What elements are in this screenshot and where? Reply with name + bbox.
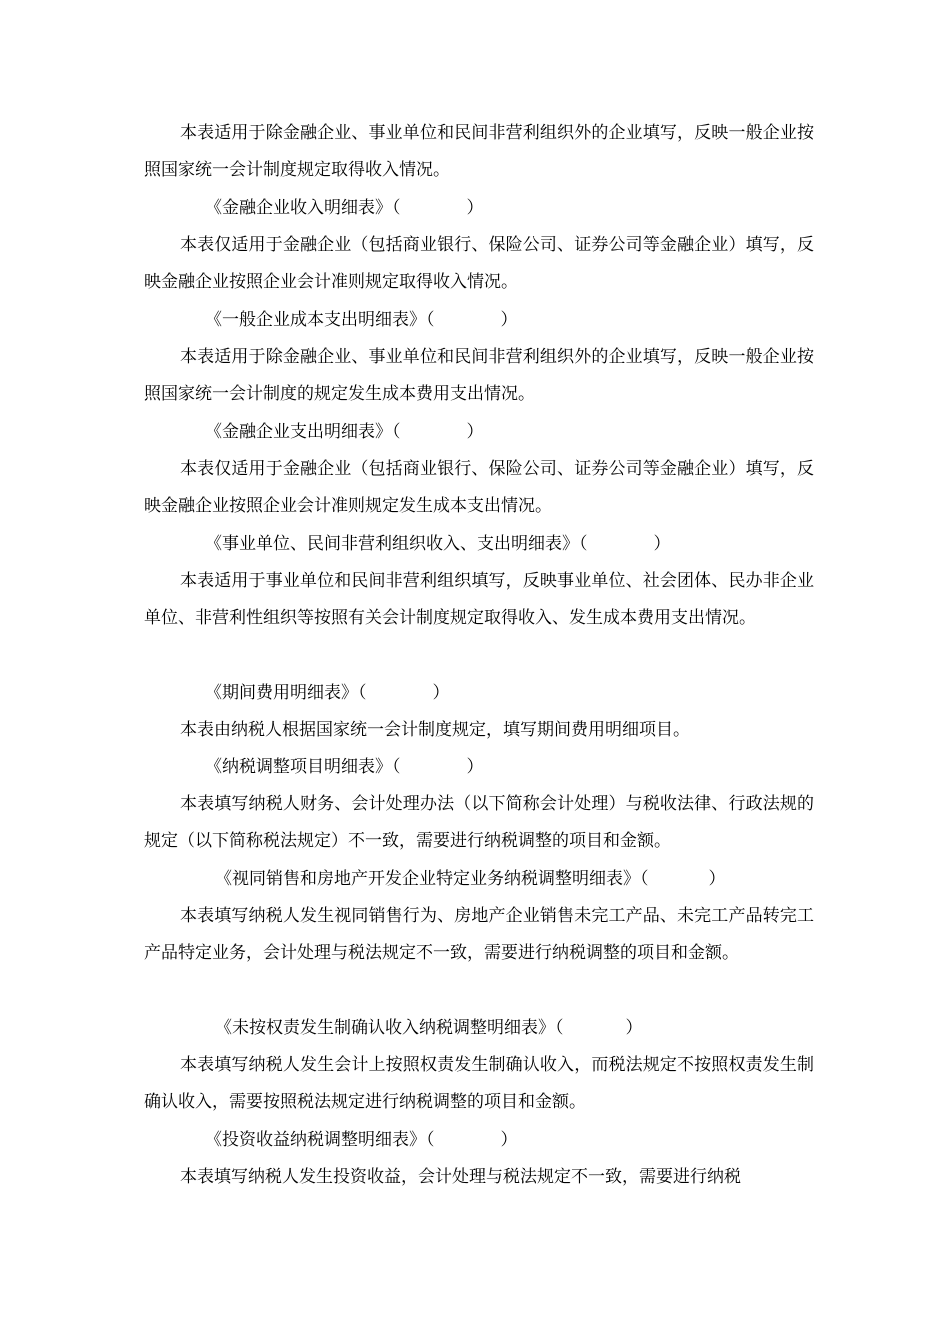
heading-text: 《一般企业成本支出明细表》（: [205, 310, 435, 330]
heading-close: ）: [466, 757, 484, 777]
paragraph-financial-expense: 本表仅适用于金融企业（包括商业银行、保险公司、证券公司等金融企业）填写，反映金融企业按照企业会计准则规定发生成本支出情况。: [144, 459, 814, 516]
heading-close: ）: [432, 683, 450, 703]
heading-close: ）: [466, 198, 484, 218]
heading-close: ）: [466, 422, 484, 442]
paragraph-nonprofit: 本表适用于事业单位和民间非营利组织填写，反映事业单位、社会团体、民办非企业单位、非营利性组织等按照有关会计制度规定取得收入、发生成本费用支出情况。: [144, 571, 814, 628]
heading-text: 《金融企业支出明细表》（: [205, 422, 401, 442]
heading-close: ）: [500, 1130, 518, 1150]
heading-text: 《期间费用明细表》（: [205, 683, 367, 703]
paragraph-financial-income: 本表仅适用于金融企业（包括商业银行、保险公司、证券公司等金融企业）填写，反映金融企业按照企业会计准则规定取得收入情况。: [144, 235, 814, 292]
heading-close: ）: [500, 310, 518, 330]
heading-text: 《事业单位、民间非营利组织收入、支出明细表》（: [205, 534, 588, 554]
heading-close: ）: [653, 534, 671, 554]
heading-accrual-income-table: [215, 1010, 643, 1047]
paragraph-tax-adjustment: 本表填写纳税人财务、会计处理办法（以下简称会计处理）与税收法律、行政法规的规定（以下简称税法规定）不一致，需要进行纳税调整的项目和金额。: [144, 794, 814, 851]
heading-tax-adjustment-table: [205, 749, 484, 786]
heading-text: 《未按权责发生制确认收入纳税调整明细表》（: [215, 1018, 564, 1038]
heading-financial-income-table: [205, 190, 484, 227]
heading-text: 《投资收益纳税调整明细表》（: [205, 1130, 435, 1150]
paragraph-deemed-sales: 本表填写纳税人发生视同销售行为、房地产企业销售未完工产品、未完工产品转完工产品特定业务，会计处理与税法规定不一致，需要进行纳税调整的项目和金额。: [144, 906, 814, 963]
heading-text: 《视同销售和房地产开发企业特定业务纳税调整明细表》（: [215, 869, 649, 889]
heading-general-cost-table: [205, 302, 518, 339]
paragraph-general-income: 本表适用于除金融企业、事业单位和民间非营利组织外的企业填写，反映一般企业按照国家统一会计制度规定取得收入情况。: [144, 123, 814, 180]
heading-deemed-sales-table: [215, 861, 726, 898]
paragraph-period-expense: 本表由纳税人根据国家统一会计制度规定，填写期间费用明细项目。: [180, 720, 690, 740]
heading-text: 《金融企业收入明细表》（: [205, 198, 401, 218]
heading-investment-income-table: [205, 1122, 518, 1159]
paragraph-general-cost: 本表适用于除金融企业、事业单位和民间非营利组织外的企业填写，反映一般企业按照国家统一会计制度的规定发生成本费用支出情况。: [144, 347, 814, 404]
heading-nonprofit-table: [205, 526, 671, 563]
paragraph-investment-income: 本表填写纳税人发生投资收益，会计处理与税法规定不一致，需要进行纳税: [180, 1167, 741, 1187]
heading-close: ）: [625, 1018, 643, 1038]
paragraph-accrual-income: 本表填写纳税人发生会计上按照权责发生制确认收入，而税法规定不按照权责发生制确认收入，需要按照税法规定进行纳税调整的项目和金额。: [144, 1055, 814, 1112]
heading-text: 《纳税调整项目明细表》（: [205, 757, 401, 777]
heading-period-expense-table: [205, 675, 450, 712]
heading-close: ）: [708, 869, 726, 889]
heading-financial-expense-table: [205, 414, 484, 451]
